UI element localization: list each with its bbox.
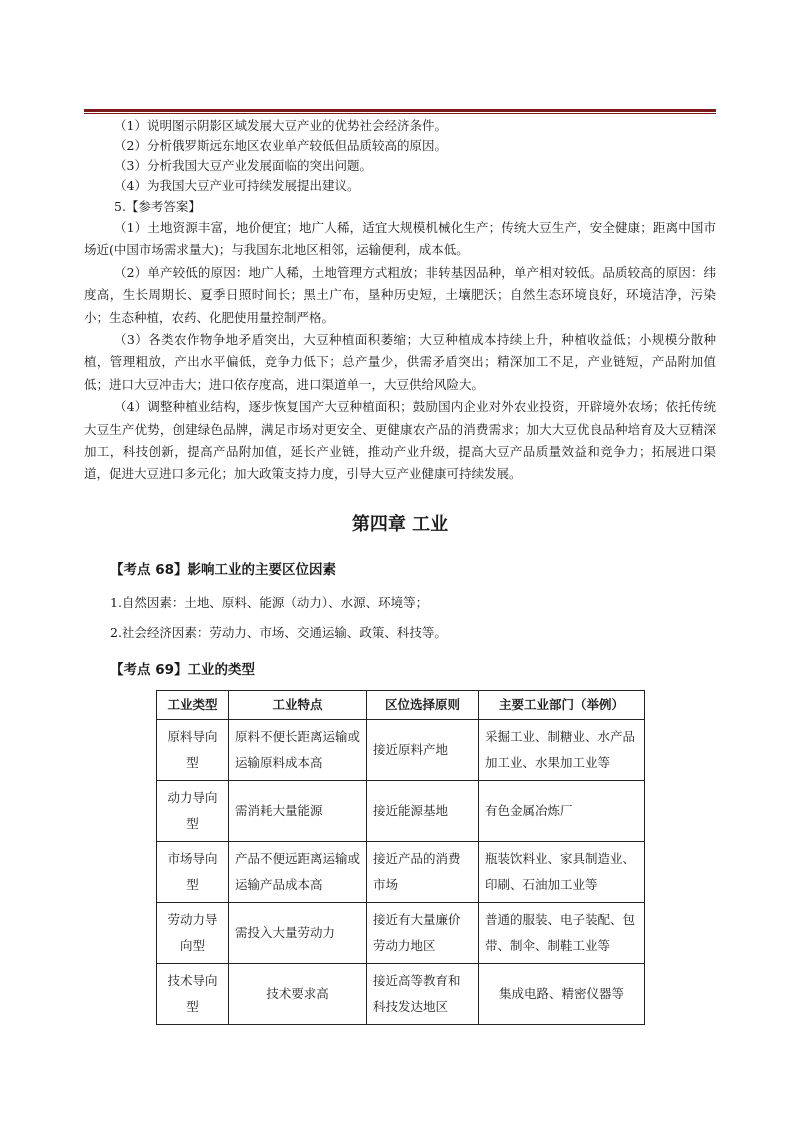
header-industry-type: 工业类型	[157, 690, 229, 719]
cell-sectors: 集成电路、精密仪器等	[479, 963, 645, 1024]
kaodian-68-title: 【考点 68】影响工业的主要区位因素	[110, 561, 336, 578]
cell-sectors: 普通的服装、电子装配、包带、制伞、制鞋工业等	[479, 902, 645, 963]
header-rule-thick	[84, 109, 716, 112]
kaodian-68-item-2: 2.社会经济因素：劳动力、市场、交通运输、政策、科技等。	[110, 624, 447, 640]
kaodian-69-title: 【考点 69】工业的类型	[110, 661, 255, 678]
cell-sectors: 采掘工业、制糖业、水产品加工业、水果加工业等	[479, 719, 645, 780]
cell-principle: 接近产品的消费市场	[367, 841, 479, 902]
question-3: （3）分析我国大豆产业发展面临的突出问题。	[114, 158, 372, 173]
cell-type: 动力导向型	[157, 780, 229, 841]
table-header-row	[157, 690, 645, 719]
cell-feature: 原料不便长距离运输或运输原料成本高	[229, 719, 367, 780]
question-2: （2）分析俄罗斯远东地区农业单产较低但品质较高的原因。	[114, 138, 447, 153]
industry-types-table	[156, 690, 645, 1025]
question-4: （4）为我国大豆产业可持续发展提出建议。	[114, 178, 360, 193]
table-row	[157, 780, 645, 841]
cell-type: 原料导向型	[157, 719, 229, 780]
cell-sectors: 有色金属冶炼厂	[479, 780, 645, 841]
cell-feature: 技术要求高	[229, 963, 367, 1024]
cell-principle: 接近高等教育和科技发达地区	[367, 963, 479, 1024]
cell-sectors: 瓶装饮料业、家具制造业、印刷、石油加工业等	[479, 841, 645, 902]
cell-type: 市场导向型	[157, 841, 229, 902]
answer-3: （3）各类农作物争地矛盾突出，大豆种植面积萎缩；大豆种植成本持续上升，种植收益低；小规模分散种植，管理粗放，产出水平偏低，竞争力低下；总产量少，供需矛盾突出；精深加工不足，产业链短，产品附加值低；进口大豆冲击大；进口依存度高，进口渠道单一，大豆供给风险大。	[84, 332, 716, 392]
cell-feature: 需投入大量劳动力	[229, 902, 367, 963]
cell-feature: 产品不便远距离运输或运输产品成本高	[229, 841, 367, 902]
cell-type: 劳动力导向型	[157, 902, 229, 963]
question-1: （1）说明图示阴影区域发展大豆产业的优势社会经济条件。	[114, 118, 447, 133]
header-location-principle: 区位选择原则	[367, 690, 479, 719]
chapter-title: 第四章 工业	[351, 513, 449, 535]
answer-1: （1）土地资源丰富，地价便宜；地广人稀，适宜大规模机械化生产；传统大豆生产，安全健康；距离中国市场近(中国市场需求量大)；与我国东北地区相邻，运输便利，成本低。	[84, 220, 716, 258]
cell-principle: 接近原料产地	[367, 719, 479, 780]
cell-principle: 接近能源基地	[367, 780, 479, 841]
page-content	[84, 116, 716, 1025]
cell-principle: 接近有大量廉价劳动力地区	[367, 902, 479, 963]
header-main-sectors: 主要工业部门（举例）	[479, 690, 645, 719]
answer-2: （2）单产较低的原因：地广人稀，土地管理方式粗放；非转基因品种，单产相对较低。品质较高的原因：纬度高，生长周期长、夏季日照时间长；黑土广布，垦种历史短，土壤肥沃；自然生态环境良好，环境洁净，污染小；生态种植，农药、化肥使用量控制严格。	[84, 264, 716, 325]
cell-feature: 需消耗大量能源	[229, 780, 367, 841]
answer-heading: 5.【参考答案】	[114, 199, 201, 214]
answer-4: （4）调整种植业结构，逐步恢复国产大豆种植面积；鼓励国内企业对外农业投资，开辟境外农场；依托传统大豆生产优势，创建绿色品牌，满足市场对更安全、更健康农产品的消费需求；加大大豆优良品种培育及大豆精深加工，科技创新，提高产品附加值，延长产业链，推动产业升级，提高大豆产品质量效益和竞争力；拓展进口渠道，促进大豆进口多元化；加大政策支持力度，引导大豆产业健康可持续发展。	[84, 399, 716, 482]
table-row	[157, 902, 645, 963]
cell-type: 技术导向型	[157, 963, 229, 1024]
header-industry-feature: 工业特点	[229, 690, 367, 719]
header-rule-thin	[84, 113, 716, 114]
table-row	[157, 719, 645, 780]
table-row	[157, 841, 645, 902]
kaodian-68-item-1: 1.自然因素：土地、原料、能源（动力）、水源、环境等；	[110, 594, 429, 610]
table-row	[157, 963, 645, 1024]
